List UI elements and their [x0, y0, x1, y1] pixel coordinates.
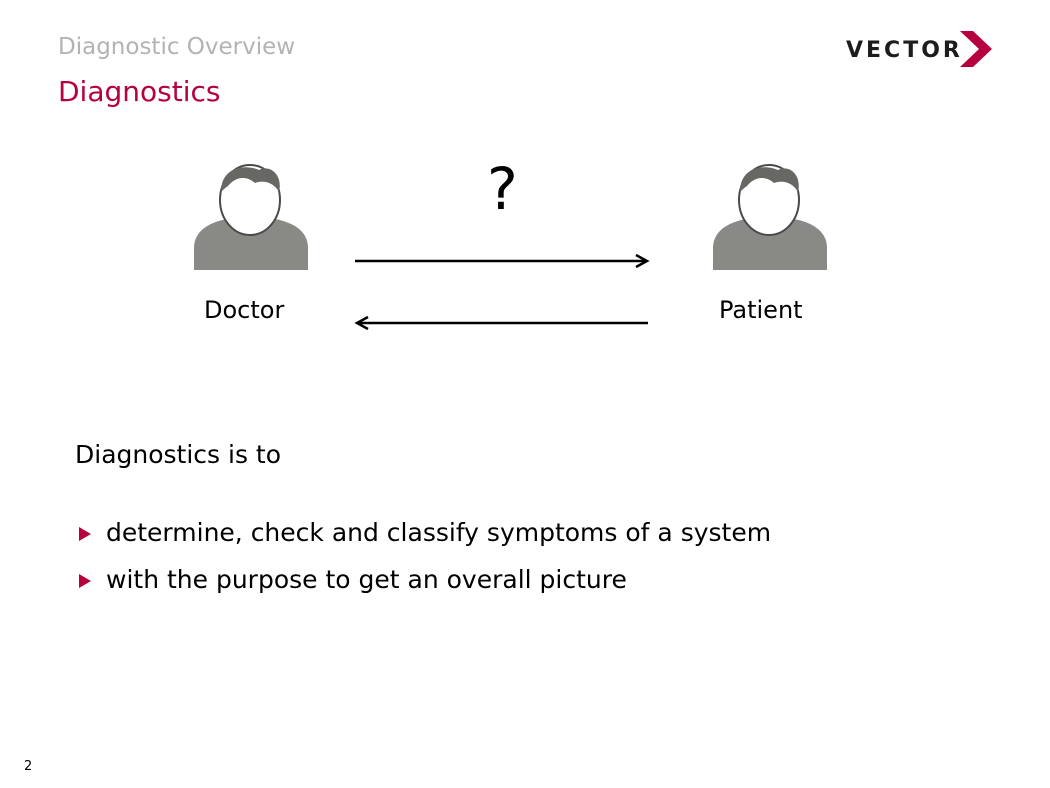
slide-supertitle: Diagnostic Overview: [58, 34, 296, 60]
triangle-bullet-icon: [79, 527, 91, 541]
doctor-label: Doctor: [204, 296, 285, 324]
slide-title: Diagnostics: [58, 75, 221, 108]
communication-arrows: [350, 250, 655, 335]
arrow-right-icon: [355, 255, 647, 267]
question-mark: ?: [487, 155, 518, 223]
patient-label: Patient: [719, 296, 803, 324]
arrow-left-icon: [357, 317, 648, 329]
logo-chevron-icon: [960, 31, 992, 67]
bullet-text: with the purpose to get an overall picture: [106, 565, 627, 594]
triangle-bullet-icon: [79, 574, 91, 588]
patient-person-icon: [710, 162, 830, 272]
doctor-person-icon: [191, 162, 311, 272]
bullet-text: determine, check and classify symptoms of a system: [106, 518, 772, 547]
logo-text: VECTOR: [846, 38, 963, 63]
intro-text: Diagnostics is to: [75, 440, 282, 469]
vector-logo: [846, 31, 996, 69]
page-number: 2: [24, 759, 33, 774]
